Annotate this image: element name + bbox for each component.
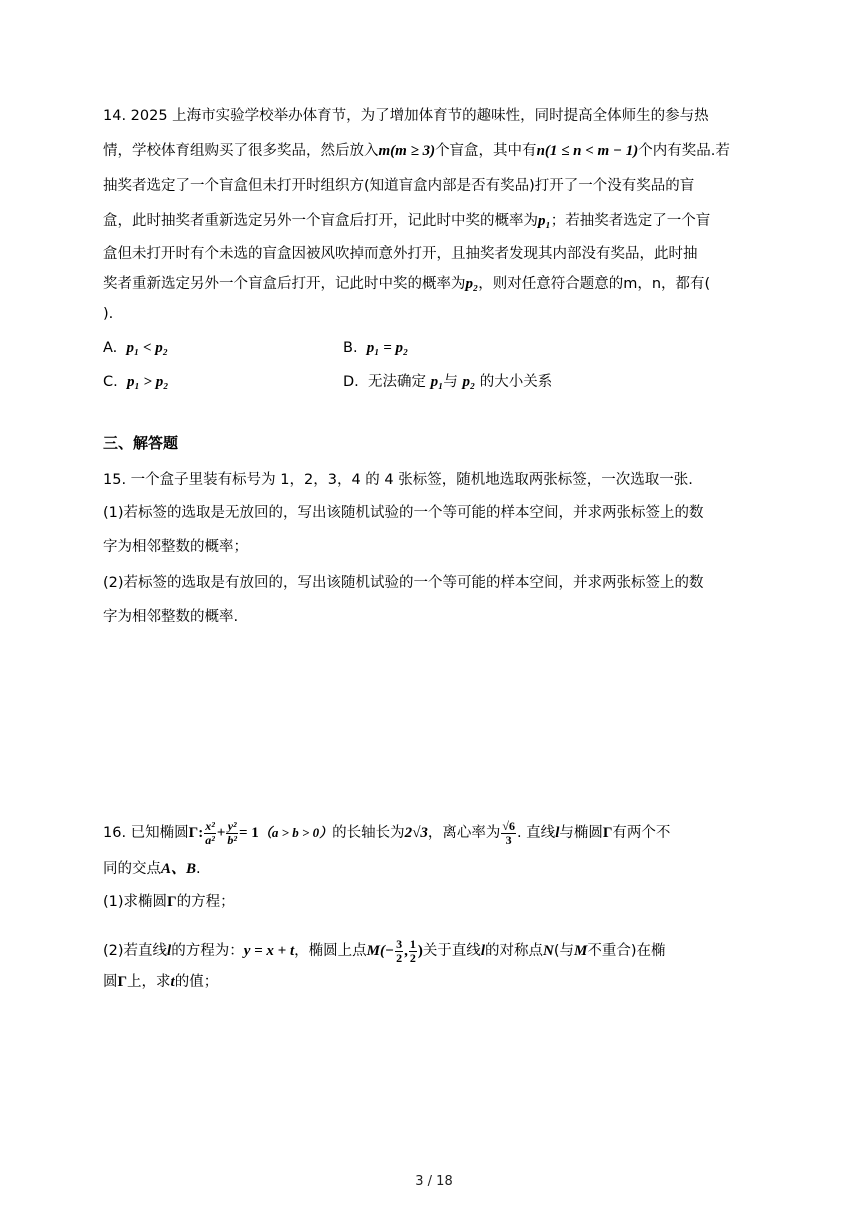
q14-m-expr: m(m ≥ 3) xyxy=(378,143,436,159)
q16-m-close: ) xyxy=(417,943,423,959)
q16-line-2 xyxy=(103,859,201,879)
q16-line-1 xyxy=(103,818,670,848)
q16-m-frac-2 xyxy=(409,938,417,965)
q14-line-2 xyxy=(103,141,730,161)
option-d xyxy=(343,372,552,392)
option-a-label: A. xyxy=(103,340,118,356)
q16-point-n: N xyxy=(542,943,554,959)
q14-line-2-b: 个盲盒，其中有 xyxy=(435,143,537,159)
option-d-text-c: 的大小关系 xyxy=(479,374,553,390)
q16-part-2-g: 不重合)在椭 xyxy=(587,943,666,959)
q16-part-2-line-2 xyxy=(103,972,218,992)
q16-ecc xyxy=(501,820,516,847)
q16-m-den-2: 2 xyxy=(409,950,416,965)
option-d-text-b: 与 xyxy=(443,374,458,390)
q16-line-2-a: 同的交点 xyxy=(103,861,161,877)
q16-frac-x xyxy=(204,820,216,847)
q16-text-b: ，离心率为 xyxy=(427,825,501,841)
q16-point-m-2: M xyxy=(574,943,588,959)
q16-last-a: 圆 xyxy=(103,974,118,990)
q16-part-2 xyxy=(103,936,666,966)
q16-cond: （a > b > 0） xyxy=(258,825,333,840)
q15-line-5: 字为相邻整数的概率. xyxy=(103,609,239,625)
option-a-expr: p₁ < p₂ xyxy=(126,340,169,356)
q14-p2: p₂ xyxy=(465,276,479,292)
option-d-label: D. xyxy=(343,374,359,390)
option-d-text-a: 无法确定 xyxy=(368,374,426,390)
q16-text-c: . 直线 xyxy=(516,825,556,841)
option-b xyxy=(343,338,408,358)
q16-b2: b² xyxy=(227,832,237,847)
q16-text-d: 与椭圆 xyxy=(559,825,603,841)
q14-line-3: 抽奖者选定了一个盲盒但未打开时组织方(知道盲盒内部是否有奖品)打开了一个没有奖品的盲 xyxy=(103,178,695,194)
q14-line-2-c: 个内有奖品.若 xyxy=(638,143,730,159)
q16-part-1-b: 的方程； xyxy=(176,894,235,910)
q16-gamma-2: Γ xyxy=(602,825,613,841)
q16-part-2-a: (2)若直线 xyxy=(103,943,168,959)
q16-part-2-l2: l xyxy=(480,943,485,959)
q16-line-eq: y = x + t xyxy=(243,943,295,959)
section-heading: 三、解答题 xyxy=(103,434,179,452)
q16-x2: x² xyxy=(205,818,215,833)
q16-gamma: Γ xyxy=(188,825,199,841)
q16-last-c: 的值； xyxy=(174,974,219,990)
q16-part-2-f: (与 xyxy=(553,943,574,959)
q14-line-6-a: 奖者重新选定另外一个盲盒后打开，记此时中奖的概率为 xyxy=(103,276,466,292)
q16-last-t: t xyxy=(170,974,175,990)
q14-line-6-b: ，则对任意符合题意的m，n，都有( xyxy=(478,276,711,292)
q16-m-num-1: 3 xyxy=(396,936,403,951)
option-c xyxy=(103,372,168,392)
q15-line-2: (1)若标签的选取是无放回的，写出该随机试验的一个等可能的样本空间，并求两张标签上的数 xyxy=(103,505,704,521)
option-b-label: B. xyxy=(343,340,358,356)
option-b-expr: p₁ = p₂ xyxy=(366,340,409,356)
q16-m-frac-1 xyxy=(395,938,403,965)
q16-ecc-num: √6 xyxy=(502,818,515,833)
q16-a2: a² xyxy=(205,832,215,847)
q16-part-1-gamma: Γ xyxy=(167,894,177,910)
option-d-p2: p₂ xyxy=(462,374,476,390)
q16-m-den-1: 2 xyxy=(396,950,403,965)
q16-last-gamma: Γ xyxy=(117,974,128,990)
q16-text-a: 的长轴长为 xyxy=(332,825,405,841)
q16-eq1: = 1 xyxy=(239,825,259,841)
q15-line-3: 字为相邻整数的概率； xyxy=(103,539,248,555)
q14-line-7: ). xyxy=(103,306,114,322)
q16-part-1 xyxy=(103,892,235,912)
page-number: 3 / 18 xyxy=(415,1174,453,1189)
option-c-expr: p₁ > p₂ xyxy=(126,374,169,390)
q14-line-1: 14. 2025 上海市实验学校举办体育节，为了增加体育节的趣味性，同时提高全体师生的参与热 xyxy=(103,108,709,124)
q16-l: l xyxy=(555,825,560,841)
q16-plus: + xyxy=(216,825,226,841)
q14-line-5: 盒但未打开时有个未选的盲盒因被风吹掉而意外打开，且抽奖者发现其内部没有奖品，此时抽 xyxy=(103,246,698,262)
q16-frac-y xyxy=(226,820,238,847)
q14-line-6 xyxy=(103,274,710,294)
q16-part-2-c: ，椭圆上点 xyxy=(294,943,367,959)
q16-part-1-a: (1)求椭圆 xyxy=(103,894,168,910)
q15-line-4: (2)若标签的选取是有放回的，写出该随机试验的一个等可能的样本空间，并求两张标签上的数 xyxy=(103,575,704,591)
q16-part-2-d: 关于直线 xyxy=(422,943,481,959)
q16-m-comma: , xyxy=(404,943,408,959)
option-c-label: C. xyxy=(103,374,118,390)
q16-m-num-2: 1 xyxy=(409,936,416,951)
q16-colon: : xyxy=(198,825,204,841)
q16-part-2-l: l xyxy=(167,943,172,959)
q16-lead: 16. 已知椭圆 xyxy=(103,825,189,841)
q16-point-m: M(− xyxy=(366,943,395,959)
option-a xyxy=(103,338,168,358)
q16-line-2-b: . xyxy=(196,861,201,877)
q14-line-4 xyxy=(103,211,710,231)
q16-ecc-den: 3 xyxy=(505,832,512,847)
q16-axis-len: 2√3 xyxy=(404,825,428,841)
q14-line-2-a: 情，学校体育组购买了很多奖品，然后放入 xyxy=(103,143,379,159)
q16-part-2-e: 的对称点 xyxy=(484,943,543,959)
option-d-p1: p₁ xyxy=(430,374,444,390)
q14-line-4-b: ；若抽奖者选定了一个盲 xyxy=(550,213,711,229)
q16-part-2-b: 的方程为： xyxy=(171,943,244,959)
q14-line-4-a: 盒，此时抽奖者重新选定另外一个盲盒后打开，记此时中奖的概率为 xyxy=(103,213,538,229)
q15-line-1: 15. 一个盒子里装有标号为 1，2，3，4 的 4 张标签，随机地选取两张标签，一次选取一张. xyxy=(103,472,693,488)
q16-y2: y² xyxy=(227,818,237,833)
q16-ab: A、B xyxy=(161,861,197,877)
q14-n-expr: n(1 ≤ n < m − 1) xyxy=(536,143,639,159)
q14-p1: p₁ xyxy=(538,213,551,229)
q16-last-b: 上，求 xyxy=(127,974,171,990)
q16-text-e: 有两个不 xyxy=(612,825,671,841)
